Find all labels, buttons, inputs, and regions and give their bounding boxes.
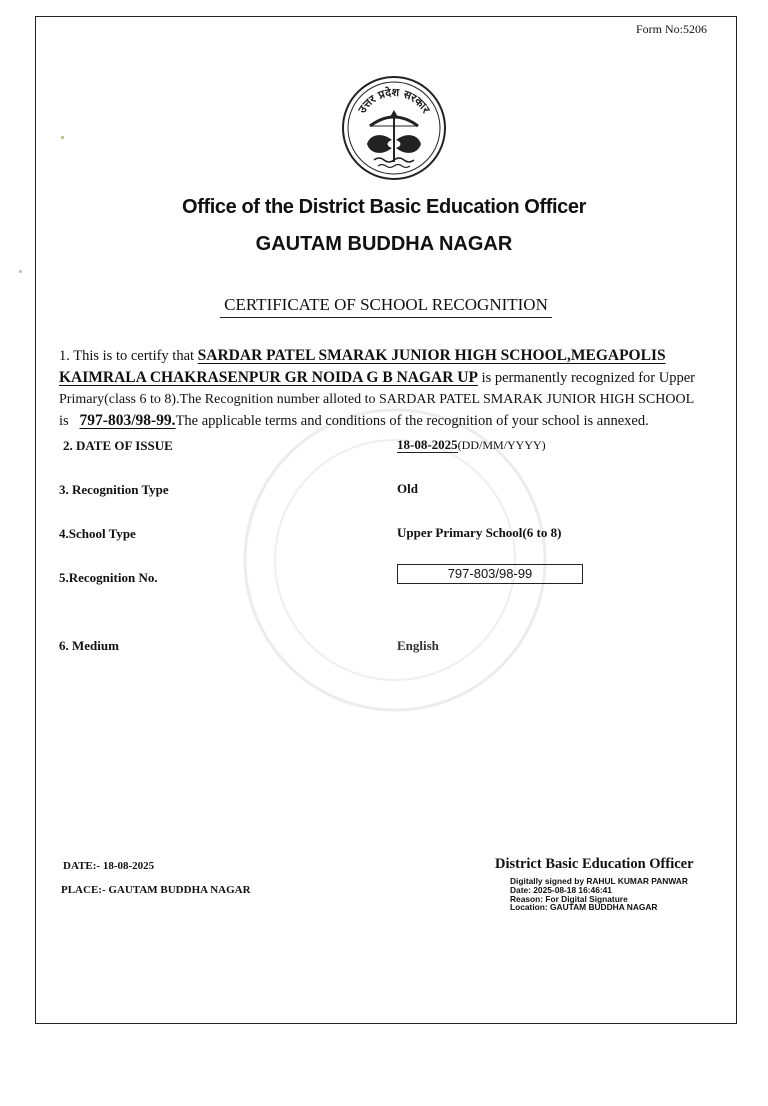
signed-by: Digitally signed by RAHUL KUMAR PANWAR <box>510 876 688 886</box>
digital-signature-block <box>510 877 688 912</box>
school-type-value: Upper Primary School(6 to 8) <box>397 525 562 540</box>
para-recognition-no: 797-803/98-99. <box>79 412 176 429</box>
school-name-line2: KAIMRALA CHAKRASENPUR GR NOIDA G B NAGAR UP <box>59 369 478 386</box>
form-number: Form No:5206 <box>636 22 708 36</box>
certificate-title: CERTIFICATE OF SCHOOL RECOGNITION <box>0 295 768 315</box>
medium-value: English <box>397 638 439 653</box>
scan-dot <box>19 270 22 273</box>
school-type-label: 4.School Type <box>59 526 136 541</box>
school-name-line1: SARDAR PATEL SMARAK JUNIOR HIGH SCHOOL,MEGAPOLIS <box>197 347 666 364</box>
footer-place: PLACE:- GAUTAM BUDDHA NAGAR <box>61 884 251 896</box>
sign-date: Date: 2025-08-18 16:46:41 <box>510 884 612 895</box>
recognition-no-box: 797-803/98-99 <box>397 564 583 584</box>
up-government-emblem <box>340 74 448 182</box>
officer-title: District Basic Education Officer <box>495 856 694 872</box>
office-title: Office of the District Basic Education Officer <box>182 196 586 218</box>
sign-location: Location: GAUTAM BUDDHA NAGAR <box>510 902 658 913</box>
date-of-issue-label: 2. DATE OF ISSUE <box>63 438 173 453</box>
recognition-no-label: 5.Recognition No. <box>59 570 158 585</box>
footer-date: DATE:- 18-08-2025 <box>63 860 155 872</box>
recognition-type-label: 3. Recognition Type <box>59 482 169 497</box>
medium-label: 6. Medium <box>59 638 119 653</box>
para-intro: 1. This is to certify that <box>59 348 195 364</box>
para-permanent: is permanently recognized for Upper <box>481 370 695 386</box>
scan-dot <box>61 136 64 139</box>
para-primary: Primary(class 6 to 8).The Recognition number alloted to SARDAR PATEL SMARAK JUNIOR HIGH SCHOOL <box>59 392 695 407</box>
sign-reason: Reason: For Digital Signature <box>510 893 628 904</box>
para-is: is <box>59 413 69 429</box>
district-title: GAUTAM BUDDHA NAGAR <box>255 233 513 255</box>
date-format: (DD/MM/YYYY) <box>457 438 546 452</box>
certificate-paragraph <box>59 345 739 432</box>
date-of-issue-value: 18-08-2025(DD/MM/YYYY) <box>397 437 546 452</box>
para-terms: The applicable terms and conditions of the recognition of your school is annexed. <box>175 413 649 429</box>
recognition-type-value: Old <box>397 481 418 496</box>
emblem-text: उत्तर प्रदेश सरकार <box>355 85 433 116</box>
